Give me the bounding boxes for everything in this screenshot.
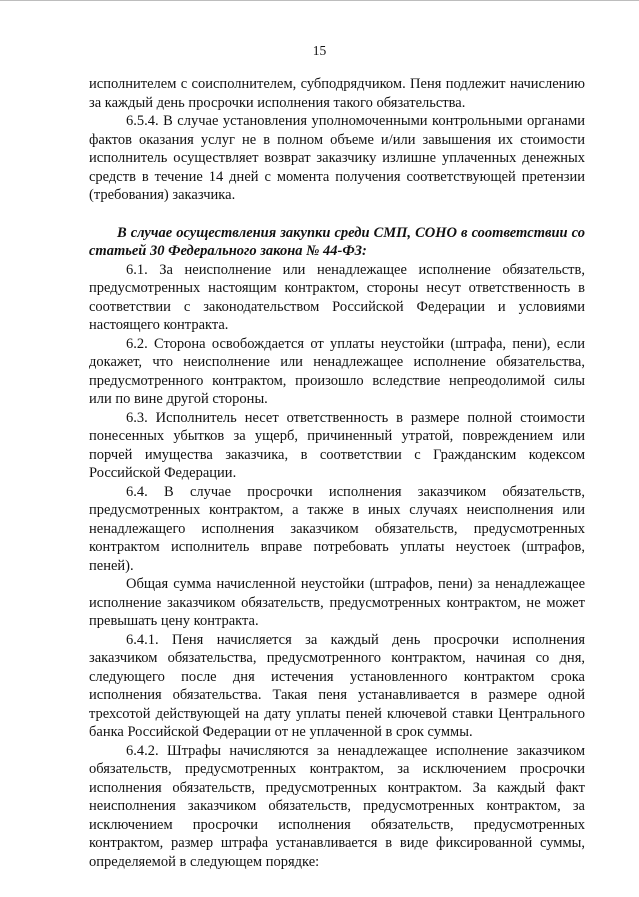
section-gap bbox=[89, 205, 585, 224]
paragraph-total-penalty: Общая сумма начисленной неустойки (штрафов, пени) за ненадлежащее исполнение заказчиком обязательств, предусмотренных контрактом, не может превышать цену контракта. bbox=[89, 576, 585, 629]
page-number: 15 bbox=[312, 43, 327, 58]
paragraph-6-2: 6.2. Сторона освобождается от уплаты неустойки (штрафа, пени), если докажет, что неисполнение или ненадлежащее исполнение обязательства, предусмотренного контрактом, произошло вследствие непреодолимой силы или по вине другой стороны. bbox=[89, 335, 585, 407]
document-body bbox=[89, 75, 585, 871]
paragraph-6-3: 6.3. Исполнитель несет ответственность в размере полной стоимости понесенных убытков за ущерб, причиненный утратой, повреждением или порчей имущества заказчика, в соответствии с Гражданским кодексом Российской Федерации. bbox=[89, 409, 585, 481]
paragraph-6-4-1: 6.4.1. Пеня начисляется за каждый день просрочки исполнения заказчиком обязательства, предусмотренного контрактом, начиная со дня, следующего после дня истечения установленного контрактом срока исполнения обязательства. Такая пеня устанавливается в размере одной трехсотой действующей на дату уплаты пеней ключевой ставки Центрального банка Российской Федерации от не уплаченной в срок суммы. bbox=[89, 631, 585, 740]
section-heading-smp-sono: В случае осуществления закупки среди СМП, СОНО в соответствии со статьей 30 Федерального закона № 44-ФЗ: bbox=[89, 224, 585, 259]
paragraph-6-4-2: 6.4.2. Штрафы начисляются за ненадлежащее исполнение заказчиком обязательств, предусмотренных контрактом, за исключением просрочки исполнения обязательств, предусмотренных контрактом. За каждый факт неисполнения заказчиком обязательств, предусмотренных контрактом, за исключением просрочки исполнения обязательств, предусмотренных контрактом, размер штрафа устанавливается в виде фиксированной суммы, определяемой в следующем порядке: bbox=[89, 742, 585, 870]
paragraph-continuation: исполнителем с соисполнителем, субподрядчиком. Пеня подлежит начислению за каждый день просрочки исполнения такого обязательства. bbox=[89, 76, 585, 111]
paragraph-6-1: 6.1. За неисполнение или ненадлежащее исполнение обязательств, предусмотренных настоящим контрактом, стороны несут ответственность в соответствии с законодательством Российской Федерации и условиями настоящего контракта. bbox=[89, 261, 585, 333]
scan-edge-line bbox=[0, 0, 639, 7]
paragraph-6-4: 6.4. В случае просрочки исполнения заказчиком обязательств, предусмотренных контрактом, а также в иных случаях неисполнения или ненадлежащего исполнения заказчиком обязательств, предусмотренных контрактом исполнитель вправе потребовать уплаты неустоек (штрафов, пеней). bbox=[89, 483, 585, 574]
paragraph-6-5-4: 6.5.4. В случае установления уполномоченными контрольными органами фактов оказания услуг не в полном объеме и/или завышения их стоимости исполнитель осуществляет возврат заказчику излишне уплаченных денежных средств в течение 14 дней с момента получения соответствующей претензии (требования) заказчика. bbox=[89, 113, 585, 203]
